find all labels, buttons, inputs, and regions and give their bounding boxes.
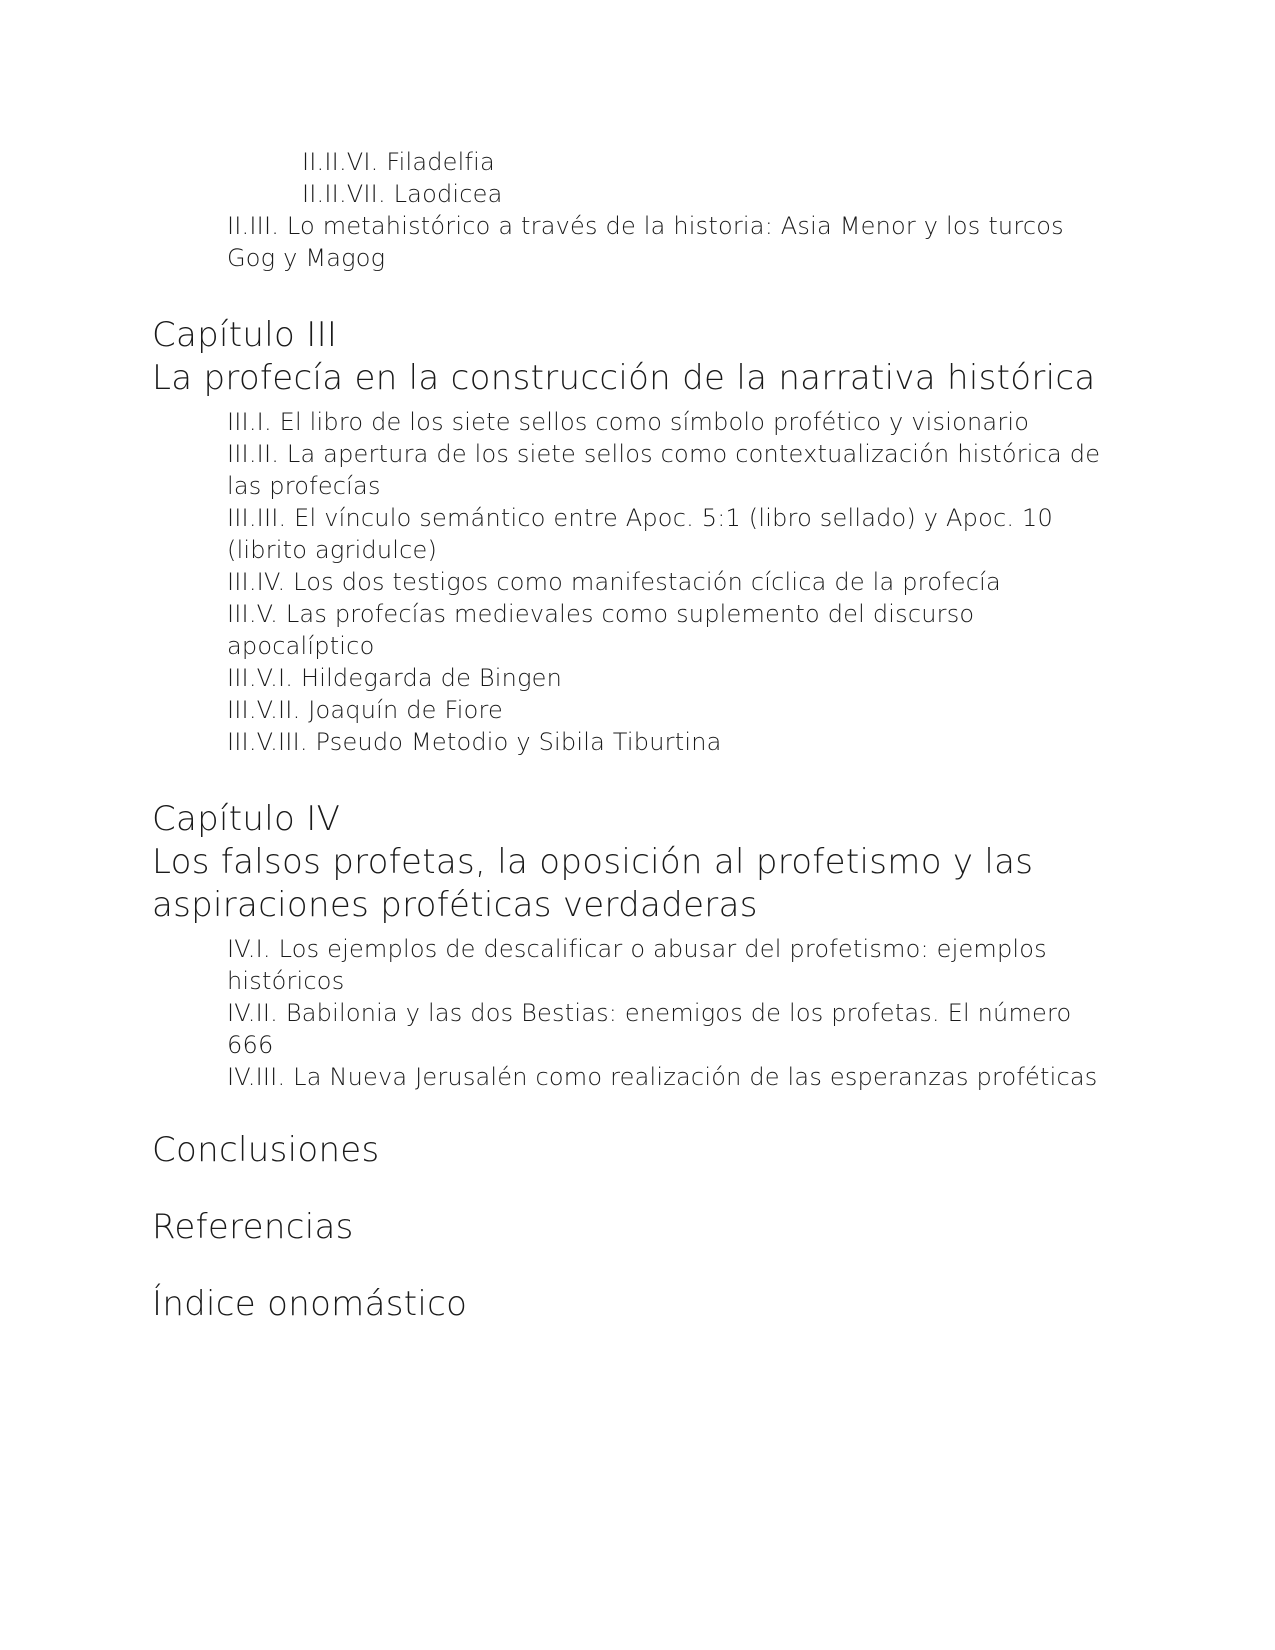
toc-entry-4-3: IV.III. La Nueva Jerusalén como realización de las esperanzas proféticas <box>227 1063 1098 1091</box>
toc-entry-metahistorico: II.III. Lo metahistórico a través de la historia: Asia Menor y los turcos Gog y Magog <box>227 212 1064 272</box>
toc-entry-3-4: III.IV. Los dos testigos como manifestación cíclica de la profecía <box>227 568 1001 596</box>
chapter-3-title: La profecía en la construcción de la narrativa histórica <box>152 358 1096 398</box>
toc-entry-3-3: III.III. El vínculo semántico entre Apoc. 5:1 (libro sellado) y Apoc. 10 (librito agridulce) <box>227 504 1053 564</box>
toc-entry-3-5-1: III.V.I. Hildegarda de Bingen <box>227 664 563 692</box>
toc-entry-laodicea: II.II.VII. Laodicea <box>302 180 503 208</box>
chapter-4-number: Capítulo IV <box>152 799 341 839</box>
chapter-3-number: Capítulo III <box>152 315 338 355</box>
toc-entry-3-1: III.I. El libro de los siete sellos como símbolo profético y visionario <box>227 408 1030 436</box>
toc-entry-3-5-3: III.V.III. Pseudo Metodio y Sibila Tiburtina <box>227 728 722 756</box>
toc-entry-4-1: IV.I. Los ejemplos de descalificar o abusar del profetismo: ejemplos históricos <box>227 935 1047 995</box>
chapter-4-title: Los falsos profetas, la oposición al profetismo y las aspiraciones proféticas verdaderas <box>152 842 1034 925</box>
table-of-contents <box>152 146 1112 1326</box>
toc-conclusiones: Conclusiones <box>152 1130 380 1170</box>
toc-entry-filadelfia: II.II.VI. Filadelfia <box>302 148 495 176</box>
toc-indice-onomastico: Índice onomástico <box>152 1284 468 1324</box>
toc-entry-4-2: IV.II. Babilonia y las dos Bestias: enemigos de los profetas. El número 666 <box>227 999 1072 1059</box>
toc-entry-3-5: III.V. Las profecías medievales como suplemento del discurso apocalíptico <box>227 600 975 660</box>
toc-entry-3-5-2: III.V.II. Joaquín de Fiore <box>227 696 503 724</box>
toc-referencias: Referencias <box>152 1207 354 1247</box>
toc-entry-3-2: III.II. La apertura de los siete sellos como contextualización histórica de las profecías <box>227 440 1101 500</box>
